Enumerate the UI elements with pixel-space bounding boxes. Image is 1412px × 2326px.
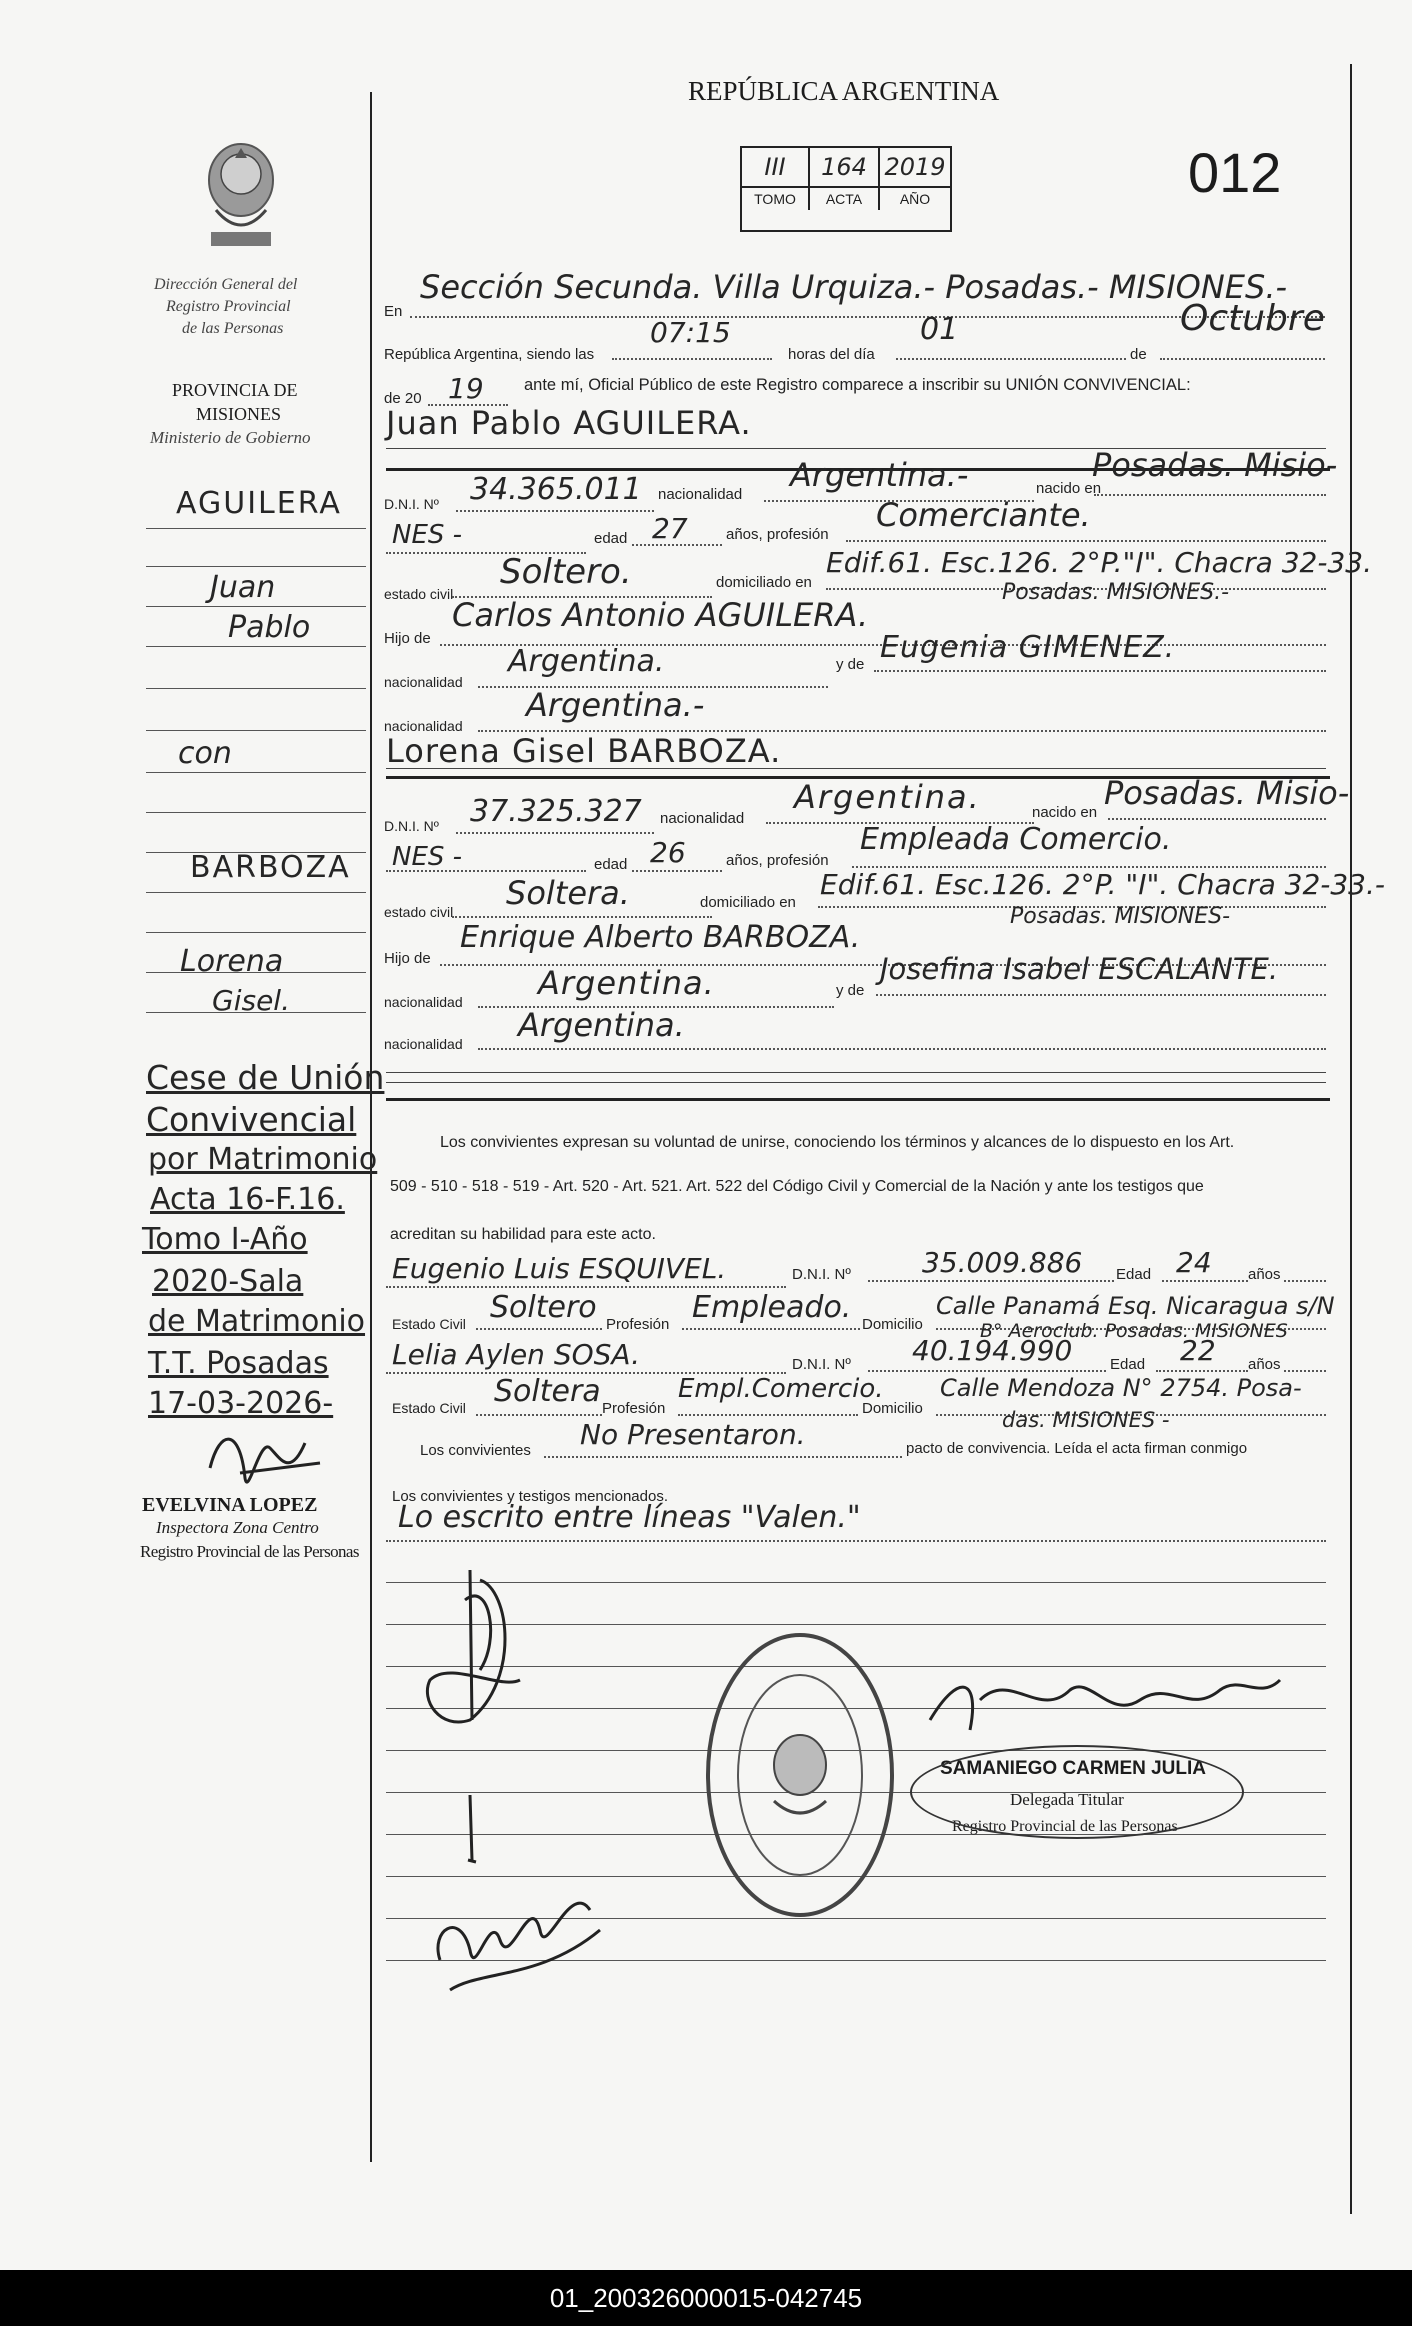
left-line xyxy=(146,812,366,813)
p1-dom-label: domiciliado en xyxy=(716,574,812,591)
w2-dom-extra: das. MISIONES - xyxy=(1002,1408,1170,1432)
w1-dom-value: Calle Panamá Esq. Nicaragua s/N xyxy=(936,1292,1335,1320)
p2-hijo-label: Hijo de xyxy=(384,950,431,967)
org-line-3: de las Personas xyxy=(182,320,284,337)
official-signature-icon xyxy=(920,1660,1290,1750)
legal-line-2: 509 - 510 - 518 - 519 - Art. 520 - Art. 521. Art. 522 del Código Civil y Comercial de la Nación y ante los testigos que xyxy=(390,1178,1204,1195)
left-name-second-2: Gisel. xyxy=(212,984,290,1017)
dots xyxy=(1094,494,1326,496)
w2-dni-value: 40.194.990 xyxy=(912,1334,1073,1367)
dots xyxy=(1284,1370,1326,1372)
p1-nacido-value: Posadas. Misio- xyxy=(1092,446,1338,484)
province-crest-icon xyxy=(196,140,286,260)
p2-prof-label: años, profesión xyxy=(726,852,829,869)
left-line xyxy=(146,892,366,893)
w2-edad-value: 22 xyxy=(1180,1334,1216,1367)
w2-dom-value: Calle Mendoza N° 2754. Posa- xyxy=(940,1374,1302,1402)
w2-name: Lelia Aylen SOSA. xyxy=(392,1338,640,1371)
p1-prof-value: Comerciante. xyxy=(876,496,1091,534)
p1-dni-value: 34.365.011 xyxy=(470,472,642,507)
de-label: de xyxy=(1130,346,1147,363)
w1-edad-value: 24 xyxy=(1176,1246,1212,1279)
dots xyxy=(386,1286,786,1288)
left-line xyxy=(146,730,366,731)
p2-madre-nac-label: nacionalidad xyxy=(384,1036,463,1052)
official-title: Delegada Titular xyxy=(1010,1790,1124,1809)
left-column-divider xyxy=(370,92,372,2162)
marginal-note-7: de Matrimonio xyxy=(148,1304,366,1339)
dots xyxy=(632,870,722,872)
month-value: Octubre xyxy=(1180,298,1325,339)
section-rule xyxy=(386,1098,1330,1101)
en-label: En xyxy=(384,303,403,320)
dots xyxy=(846,540,1326,542)
p2-dom-extra: Posadas. MISIONES- xyxy=(1010,904,1231,929)
p2-dni-label: D.N.I. Nº xyxy=(384,818,439,834)
w1-name: Eugenio Luis ESQUIVEL. xyxy=(392,1252,727,1285)
p2-estado-value: Soltera. xyxy=(506,874,630,912)
official-oval-stamp xyxy=(910,1745,1244,1839)
p1-edad-value: 27 xyxy=(652,512,688,545)
acta-label: ACTA xyxy=(810,186,880,210)
dots xyxy=(868,1280,1114,1282)
pacto-value: No Presentaron. xyxy=(580,1418,806,1451)
rule xyxy=(386,1082,1326,1083)
w1-estado-label: Estado Civil xyxy=(392,1316,466,1332)
pacto-closing: Los convivientes y testigos mencionados. xyxy=(392,1488,668,1505)
dots xyxy=(476,1414,602,1416)
left-name-second: Pablo xyxy=(228,610,311,645)
ministry-line: Ministerio de Gobierno xyxy=(150,428,311,447)
legal-line-1: Los convivientes expresan su voluntad de unirse, conociendo los términos y alcances de lo dispuesto en los Art. xyxy=(440,1134,1235,1151)
dots xyxy=(386,870,586,872)
w1-prof-value: Empleado. xyxy=(692,1290,852,1325)
place-value: Sección Secunda. Villa Urquiza.- Posadas.- MISIONES.- xyxy=(420,268,1288,306)
p1-nacido-label: nacido en xyxy=(1036,480,1102,497)
dots xyxy=(478,1048,1326,1050)
p1-estado-label: estado civil xyxy=(384,586,454,602)
marginal-note-8: T.T. Posadas xyxy=(148,1346,329,1381)
w2-dni-label: D.N.I. Nº xyxy=(792,1356,851,1373)
p2-padre-nac-label: nacionalidad xyxy=(384,994,463,1010)
left-line xyxy=(146,932,366,933)
marginal-note-6: 2020-Sala xyxy=(152,1264,304,1299)
w1-anos-label: años xyxy=(1248,1266,1281,1283)
right-margin-line xyxy=(1350,64,1352,2214)
dots xyxy=(456,510,654,512)
pacto-label: Los convivientes xyxy=(420,1442,531,1459)
p2-nac-value: Argentina. xyxy=(794,778,981,816)
p1-madre: Eugenia GIMENEZ. xyxy=(880,630,1176,665)
dots xyxy=(682,1328,860,1330)
p2-nacido-cont: NES - xyxy=(392,842,463,872)
rule xyxy=(386,768,1326,769)
left-line xyxy=(146,688,366,689)
p2-madre: Josefina Isabel ESCALANTE. xyxy=(880,952,1279,986)
p1-dom-extra: Posadas. MISIONES.- xyxy=(1002,580,1230,605)
left-line xyxy=(146,606,366,607)
p1-nac-label: nacionalidad xyxy=(658,486,743,503)
dots xyxy=(386,1540,1326,1542)
marginal-note-3: por Matrimonio xyxy=(148,1142,378,1177)
dots xyxy=(452,916,712,918)
p1-padre: Carlos Antonio AGUILERA. xyxy=(452,596,869,634)
day-value: 01 xyxy=(920,312,959,347)
tomo-label: TOMO xyxy=(742,186,810,210)
p2-padre-nac: Argentina. xyxy=(538,964,715,1002)
w2-estado-value: Soltera xyxy=(494,1374,601,1409)
p1-padre-nac-label: nacionalidad xyxy=(384,674,463,690)
p1-prof-label: años, profesión xyxy=(726,526,829,543)
inspector-name: EVELVINA LOPEZ xyxy=(142,1494,318,1516)
org-line-1: Dirección General del xyxy=(154,276,298,293)
p2-nacido-value: Posadas. Misio- xyxy=(1104,774,1350,812)
p1-yde-label: y de xyxy=(836,656,865,673)
dots xyxy=(896,358,1126,360)
siendo-label: República Argentina, siendo las xyxy=(384,346,595,363)
marginal-note-1: Cese de Unión xyxy=(146,1058,385,1097)
person2-name: Lorena Gisel BARBOZA. xyxy=(386,732,782,770)
province-line-2: MISIONES xyxy=(196,404,282,424)
anio-value: 2019 xyxy=(884,153,946,181)
left-line xyxy=(146,772,366,773)
dots xyxy=(1162,1280,1248,1282)
marginal-note-5: Tomo I-Año xyxy=(142,1222,308,1257)
time-value: 07:15 xyxy=(650,316,731,349)
p1-dom-value: Edif.61. Esc.126. 2°P."I". Chacra 32-33. xyxy=(826,546,1372,579)
dots xyxy=(678,1414,858,1416)
left-line xyxy=(146,646,366,647)
person1-name: Juan Pablo AGUILERA. xyxy=(386,404,752,442)
signature-3-icon xyxy=(420,1870,620,2010)
w1-edad-label: Edad xyxy=(1116,1266,1152,1283)
inspector-org: Registro Provincial de las Personas xyxy=(140,1542,359,1561)
left-name-con: con xyxy=(178,736,232,771)
p1-edad-label: edad xyxy=(594,530,628,547)
w2-dom-label: Domicilio xyxy=(862,1400,923,1417)
w1-prof-label: Profesión xyxy=(606,1316,670,1333)
intro-text: ante mí, Oficial Público de este Registro comparece a inscribir su UNIÓN CONVIVENCIAL: xyxy=(524,376,1191,394)
w1-dni-label: D.N.I. Nº xyxy=(792,1266,851,1283)
rule xyxy=(386,1072,1326,1073)
p2-dom-label: domiciliado en xyxy=(700,894,796,911)
legal-line-3: acreditan su habilidad para este acto. xyxy=(390,1226,656,1243)
tomo-value: III xyxy=(742,148,810,186)
p1-madre-nac-label: nacionalidad xyxy=(384,718,463,734)
left-line xyxy=(146,528,366,529)
official-seal-stamp-icon xyxy=(700,1625,900,1925)
p1-estado-value: Soltero. xyxy=(500,552,632,592)
signature-1-icon xyxy=(410,1560,550,1760)
w1-estado-value: Soltero xyxy=(490,1290,597,1325)
tomo-acta-box xyxy=(740,146,952,232)
p2-padre: Enrique Alberto BARBOZA. xyxy=(460,920,861,955)
w1-dni-value: 35.009.886 xyxy=(922,1246,1083,1279)
dots xyxy=(868,1370,1106,1372)
p1-nacido-cont: NES - xyxy=(392,520,463,550)
p2-prof-value: Empleada Comercio. xyxy=(860,822,1172,857)
p1-madre-nac: Argentina.- xyxy=(526,686,705,724)
left-name-first-2: Lorena xyxy=(180,944,284,979)
p2-dni-value: 37.325.327 xyxy=(470,794,642,829)
left-name-surname: AGUILERA xyxy=(176,486,342,521)
dots xyxy=(1108,818,1326,820)
marginal-note-9: 17-03-2026- xyxy=(148,1386,334,1421)
official-name: SAMANIEGO CARMEN JULIA xyxy=(940,1758,1207,1779)
official-org: Registro Provincial de las Personas xyxy=(952,1818,1178,1835)
dots xyxy=(874,670,1326,672)
p2-dom-value: Edif.61. Esc.126. 2°P. "I". Chacra 32-33.- xyxy=(820,868,1386,901)
dots xyxy=(612,358,772,360)
p1-nac-value: Argentina.- xyxy=(790,456,969,494)
document-title: REPÚBLICA ARGENTINA xyxy=(688,76,1000,106)
dots xyxy=(1160,358,1325,360)
dots xyxy=(456,832,654,834)
anio-label: AÑO xyxy=(880,186,950,210)
p1-hijo-label: Hijo de xyxy=(384,630,431,647)
dots xyxy=(876,994,1326,996)
acta-value: 164 xyxy=(810,148,880,186)
dots xyxy=(1156,1370,1248,1372)
left-line xyxy=(146,566,366,567)
w1-dom-label: Domicilio xyxy=(862,1316,923,1333)
w2-prof-value: Empl.Comercio. xyxy=(678,1374,884,1404)
p2-nac-label: nacionalidad xyxy=(660,810,745,827)
province-line-1: PROVINCIA DE xyxy=(172,380,298,400)
dots xyxy=(544,1456,902,1458)
dots xyxy=(476,1328,602,1330)
p1-padre-nac: Argentina. xyxy=(508,644,665,679)
p2-yde-label: y de xyxy=(836,982,865,999)
org-line-2: Registro Provincial xyxy=(166,298,291,315)
p2-edad-value: 26 xyxy=(650,836,686,869)
w1-dom-extra: B° Aeroclub. Posadas. MISIONES xyxy=(980,1320,1288,1342)
year-suffix: 19 xyxy=(448,372,484,405)
pacto-text: pacto de convivencia. Leída el acta firman conmigo xyxy=(906,1440,1248,1457)
page-number: 012 xyxy=(1188,141,1282,204)
signature-2-icon xyxy=(450,1790,490,1870)
inspector-title: Inspectora Zona Centro xyxy=(156,1518,319,1537)
horas-label: horas del día xyxy=(788,346,875,363)
w2-prof-label: Profesión xyxy=(602,1400,666,1417)
dots xyxy=(1284,1280,1326,1282)
w2-estado-label: Estado Civil xyxy=(392,1400,466,1416)
w2-edad-label: Edad xyxy=(1110,1356,1146,1373)
p2-nacido-label: nacido en xyxy=(1032,804,1098,821)
p1-dni-label: D.N.I. Nº xyxy=(384,496,439,512)
note-entre-lineas: Lo escrito entre líneas "Valen." xyxy=(398,1500,861,1535)
p2-edad-label: edad xyxy=(594,856,628,873)
left-name-surname-2: BARBOZA xyxy=(190,850,351,885)
p2-madre-nac: Argentina. xyxy=(518,1006,685,1044)
marginal-note-2: Convivencial xyxy=(146,1100,357,1139)
marginal-note-4: Acta 16-F.16. xyxy=(150,1182,345,1217)
left-name-first: Juan xyxy=(210,570,276,605)
year-prefix: de 20 xyxy=(384,390,422,407)
image-filename: 01_200326000015-042745 xyxy=(0,2270,1412,2326)
p2-estado-label: estado civil xyxy=(384,904,454,920)
w2-anos-label: años xyxy=(1248,1356,1281,1373)
